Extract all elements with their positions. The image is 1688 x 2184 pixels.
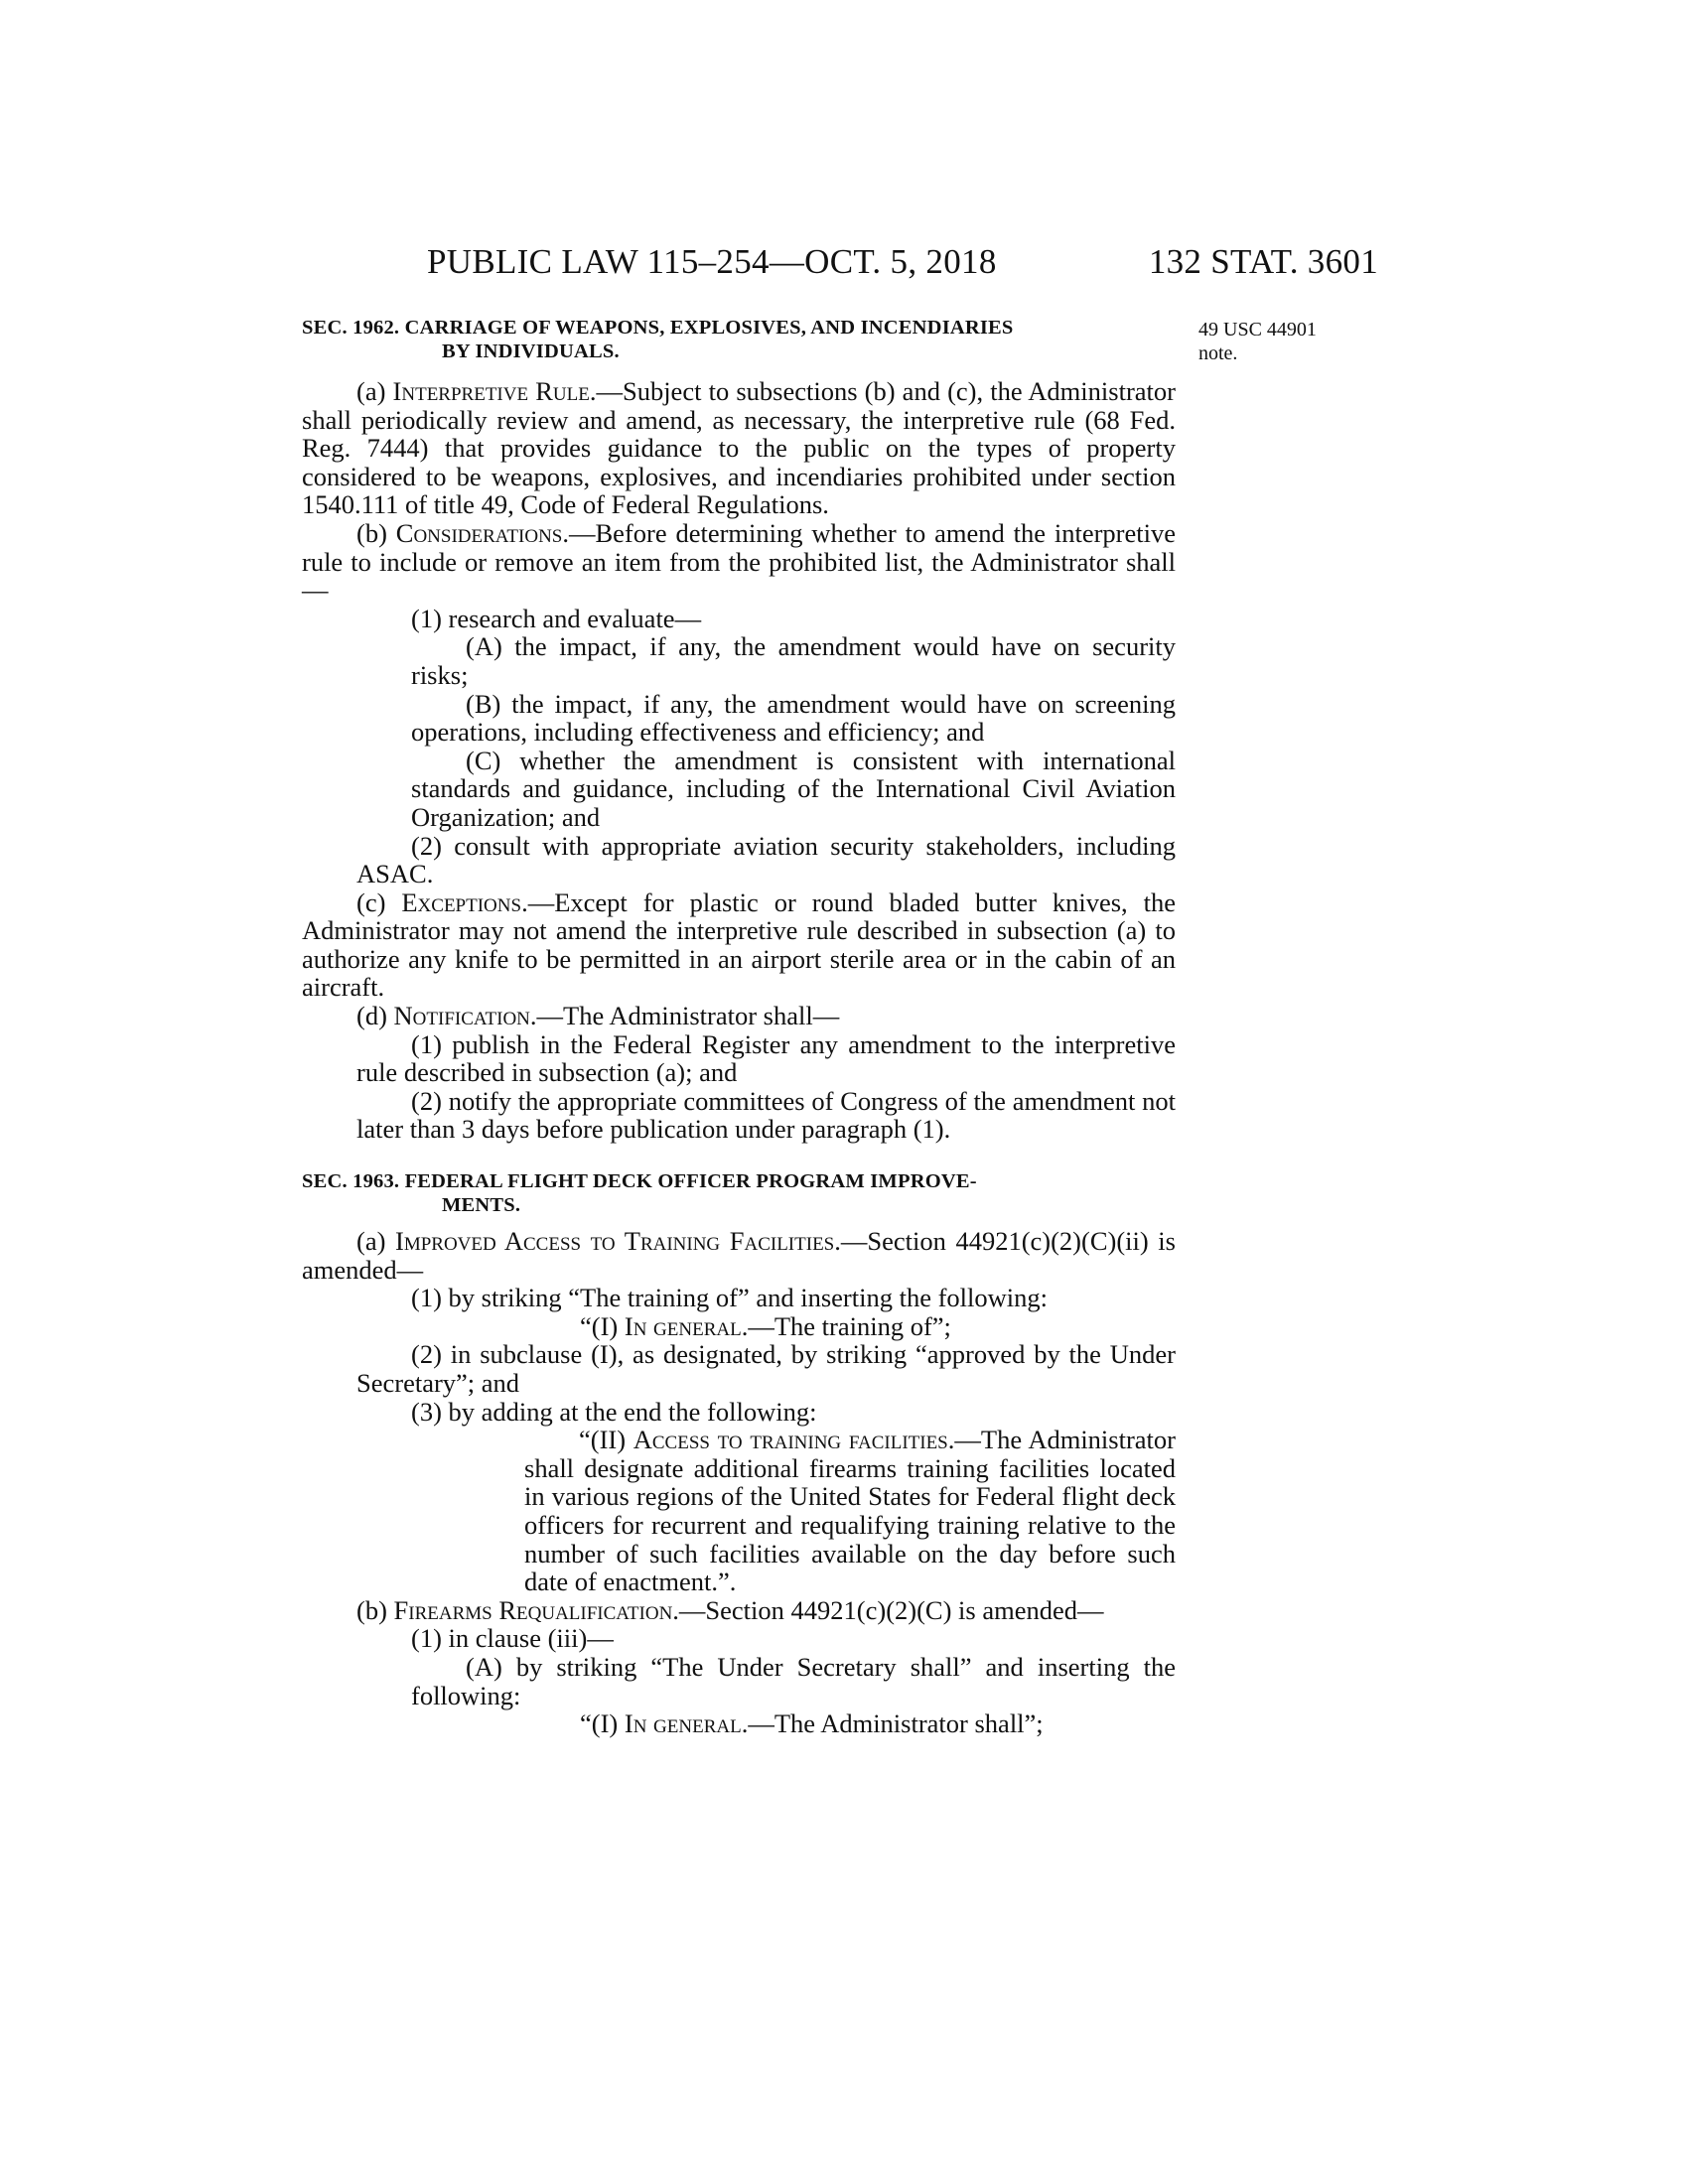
quote-label: “(I) [580,1310,625,1341]
subsection-label: (d) [356,1001,394,1031]
quote-caption: In general [624,1708,742,1739]
subsection-text: .—Section 44921(c)(2)(C) is amended— [672,1594,1104,1625]
subsection-label: (b) [356,1594,394,1625]
subsection-label: (a) [356,1226,395,1257]
public-law-title: PUBLIC LAW 115–254—OCT. 5, 2018 [427,242,997,281]
subsection-caption: Notification [393,1001,530,1031]
paragraph-b1: (1) research and evaluate— [411,603,702,633]
subsection-caption: Improved Access to Training Facilities [395,1226,835,1257]
section-1963-heading-line1: SEC. 1963. FEDERAL FLIGHT DECK OFFICER PROGRAM IMPROVE- [302,1170,977,1193]
quote-text: .—The training of”; [741,1310,951,1341]
paragraph-b2: (2) consult with appropriate aviation security stakeholders, including ASAC. [356,830,1176,889]
margin-note-suffix: note. [1198,342,1238,364]
page-header [0,242,1688,290]
quote-text: .—The Administrator shall designate additional firearms training facilities located in various regions of the United States for Federal flight deck officers for recurrent and requalifying training relative to the number of such facilities available on the day before such date of enactment.”. [524,1425,1176,1597]
section-1963-heading [302,1169,1176,1217]
paragraph-a3: (3) by adding at the end the following: [411,1396,817,1427]
subsection-caption: Firearms Requalification [393,1594,673,1625]
margin-note [1198,318,1347,365]
quoted-subclause-II [524,1426,1176,1596]
subsection-text: .—Except for plastic or round bladed butter knives, the Administrator may not amend the interpretive rule described in subsection (a) to authorize any knife to be permitted in an airport sterile area or in the cabin of an aircraft. [302,887,1176,1003]
quote-label: “(II) [579,1425,633,1455]
quoted-subclause-II-block [302,1426,1176,1596]
subsection-text: .—Section 44921(c)(2)(C)(ii) is amended— [302,1226,1176,1285]
subsection-caption: Interpretive Rule [392,376,590,406]
quote-caption: In general [624,1310,742,1341]
quoted-subclause-I-administrator [302,1709,1176,1738]
subparagraph-b1A-striking: (A) by striking “The Under Secretary shall” and inserting the following: [411,1651,1176,1710]
subsection-a-training-facilities [302,1227,1176,1284]
paragraph-a1: (1) by striking “The training of” and inserting the following: [411,1283,1049,1313]
subsection-d-notification [302,1002,1176,1030]
paragraph-d1: (1) publish in the Federal Register any amendment to the interpretive rule described in subsection (a); and [356,1028,1176,1088]
subparagraph-b1C: (C) whether the amendment is consistent with international standards and guidance, including of the International Civil Aviation Organization; and [411,745,1176,832]
subparagraph-b1A: (A) the impact, if any, the amendment would have on security risks; [411,631,1176,690]
paragraph-b1-clause-iii: (1) in clause (iii)— [411,1623,614,1654]
paragraph-d2: (2) notify the appropriate committees of Congress of the amendment not later than 3 days before publication under paragraph (1). [356,1085,1176,1145]
margin-note-citation: 49 USC 44901 [1198,319,1317,341]
subsection-label: (c) [356,887,402,917]
subsection-text: .—The Administrator shall— [529,1001,840,1031]
subparagraph-b1B: (B) the impact, if any, the amendment would have on screening operations, including effectiveness and efficiency; and [411,688,1176,748]
subsection-label: (b) [356,517,396,548]
subsection-text: .—Before determining whether to amend the interpretive rule to include or remove an item from the prohibited list, the Administrator shall— [302,517,1176,606]
subsection-text: .—Subject to subsections (b) and (c), the Administrator shall periodically review and amend, as necessary, the interpretive rule (68 Fed. Reg. 7444) that provides guidance to the public on the types of property considered to be weapons, explosives, and incendiaries prohibited under section 1540.111 of title 49, Code of Federal Regulations. [302,376,1176,520]
section-1962-heading-line2: BY INDIVIDUALS. [442,341,620,362]
quote-label: “(I) [580,1708,625,1739]
quote-caption: Access to training facilities [633,1425,948,1455]
subsection-a-interpretive-rule [302,377,1176,519]
subsection-label: (a) [356,376,393,406]
section-1963-heading-line2: MENTS. [442,1194,521,1217]
subsection-c-exceptions [302,888,1176,1002]
section-1962-heading-line1: SEC. 1962. CARRIAGE OF WEAPONS, EXPLOSIVES, AND INCENDIARIES [302,317,1014,339]
document-body [302,316,1176,1738]
subsection-caption: Considerations [395,517,563,548]
paragraph-a2: (2) in subclause (I), as designated, by striking “approved by the Under Secretary”; and [356,1339,1176,1398]
subsection-b-considerations [302,519,1176,605]
quoted-subclause-I [302,1312,1176,1341]
quote-text: .—The Administrator shall”; [741,1708,1044,1739]
subsection-caption: Exceptions [401,887,522,917]
statute-page-number: 132 STAT. 3601 [1148,242,1378,281]
section-1962-heading [302,316,1176,363]
subsection-b-firearms-requalification [302,1596,1176,1625]
